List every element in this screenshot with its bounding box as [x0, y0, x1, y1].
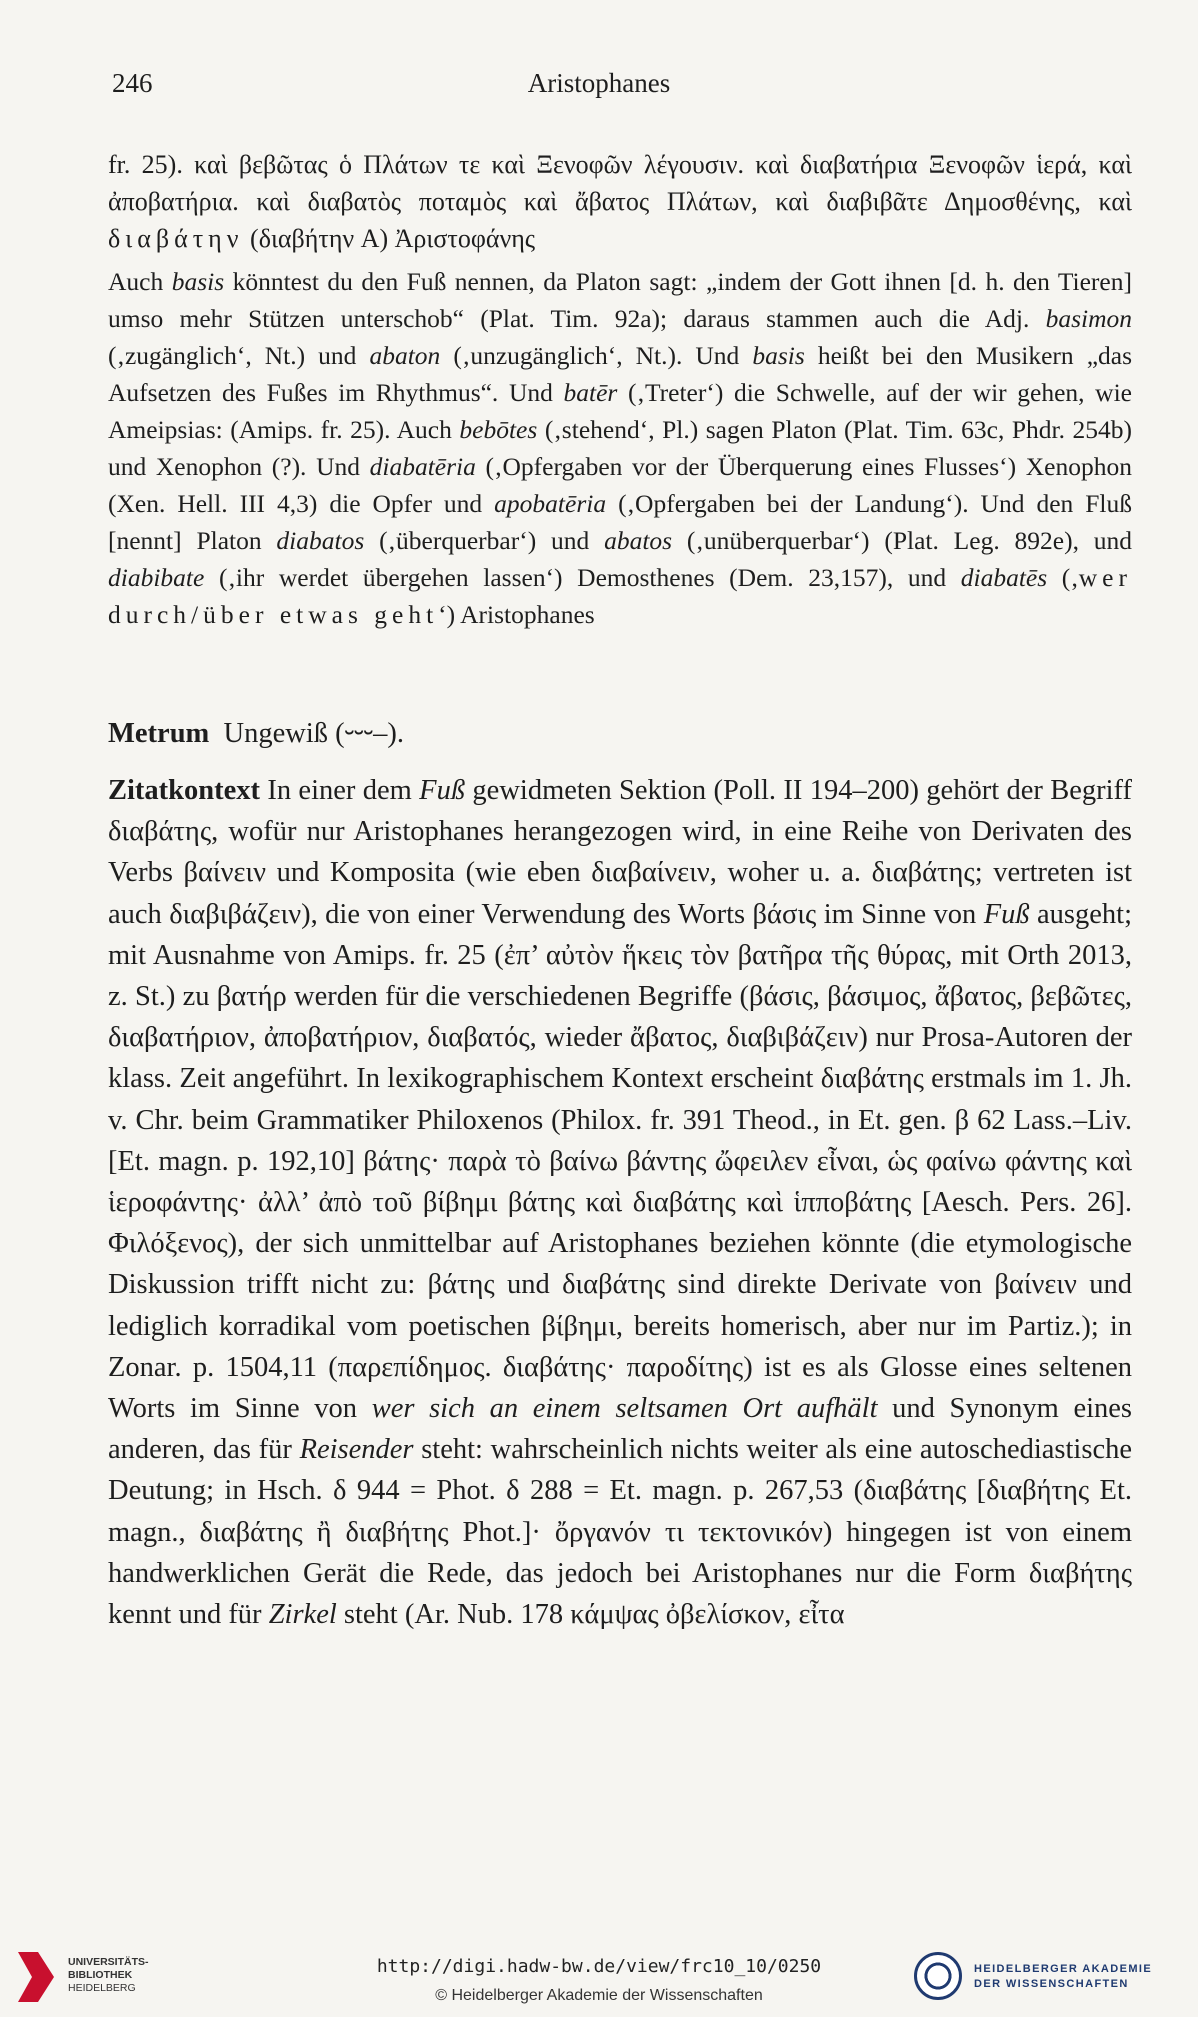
copyright-notice: © Heidelberger Akademie der Wissenschaften	[435, 1987, 763, 2004]
translation-paragraph: Auch basis könntest du den Fuß nennen, da Platon sagt: „indem der Gott ihnen [d. h. den Tieren] umso mehr Stützen unterschob“ (Plat. Tim. 92a); daraus stammen auch die Adj. basimon (‚zugänglich‘, Nt.) und abaton (‚unzugänglich‘, Nt.). Und basis heißt bei den Musikern „das Aufsetzen des Fußes im Rhythmus“. Und batēr (‚Treter‘) die Schwelle, auf der wir gehen, wie Ameipsias: (Amips. fr. 25). Auch bebōtes (‚stehend‘, Pl.) sagen Platon (Plat. Tim. 63c, Phdr. 254b) und Xenophon (?). Und diabatēria (‚Opfergaben vor der Überquerung eines Flusses‘) Xenophon (Xen. Hell. III 4,3) die Opfer und apobatēria (‚Opfergaben bei der Landung‘). Und den Fluß [nennt] Platon diabatos (‚überquerbar‘) und abatos (‚unüberquerbar‘) (Plat. Leg. 892e), und diabibate (‚ihr werdet übergehen lassen‘) Demosthenes (Dem. 23,157), und diabatēs (‚wer durch/über etwas geht‘) Aristophanes	[108, 267, 1133, 629]
running-title: Aristophanes	[527, 68, 671, 98]
permalink-url[interactable]: http://digi.hadw-bw.de/view/frc10_10/0250	[376, 1956, 822, 1977]
greek-spaced-word: διαβάτην	[108, 224, 244, 253]
page-number: 246	[112, 68, 153, 98]
academy-seal-icon	[914, 1952, 962, 2000]
metrum-text: Ungewiß (⏑⏑⏑–).	[223, 718, 404, 749]
greek-quotation: fr. 25). καὶ βεβῶτας ὁ Πλάτων τε καὶ Ξενοφῶν λέγουσιν. καὶ διαβατήρια Ξενοφῶν ἱερά, καὶ ἀποβατήρια. καὶ διαβατὸς ποταμὸς καὶ ἄβατος Πλάτων, καὶ διαβιβᾶτε Δημοσθένης, καὶ διαβάτην (διαβήτην A) Ἀριστοφάνης	[108, 150, 1132, 253]
metrum-label: Metrum	[108, 718, 210, 749]
zitatkontext-section: Zitatkontext In einer dem Fuß gewidmeten Sektion (Poll. II 194–200) gehört der Begriff διαβάτης, wofür nur Aristophanes herangezogen wird, in eine Reihe von Derivaten des Verbs βαίνειν und Komposita (wie eben διαβαίνειν, woher u. a. διαβάτης; vertreten ist auch διαβιβάζειν), die von einer Verwendung des Worts βάσις im Sinne von Fuß ausgeht; mit Ausnahme von Amips. fr. 25 (ἐπ’ αὐτὸν ἥκεις τὸν βατῆρα τῆς θύρας, mit Orth 2013, z. St.) zu βατήρ werden für die verschiedenen Begriffe (βάσις, βάσιμος, ἄβατος, βεβῶτες, διαβατήριον, ἀποβατήριον, διαβατός, wieder ἄβατος, διαβιβάζειν) nur Prosa-Autoren der klass. Zeit angeführt. In lexikographischem Kontext erscheint διαβάτης erstmals im 1. Jh. v. Chr. beim Grammatiker Philoxenos (Philox. fr. 391 Theod., in Et. gen. β 62 Lass.–Liv. [Et. magn. p. 192,10] βάτης· παρὰ τὸ βαίνω βάντης ὤφειλεν εἶναι, ὡς φαίνω φάντης καὶ ἱεροφάντης· ἀλλ’ ἀπὸ τοῦ βίβημι βάτης καὶ διαβάτης καὶ ἱπποβάτης [Aesch. Pers. 26]. Φιλόξενος), der sich unmittelbar auf Aristophanes beziehen könnte (die etymologische Diskussion trifft nicht zu: βάτης und διαβάτης sind direkte Derivate von βαίνειν und lediglich korradikal vom poetischen βίβημι, bereits homerisch, aber nur im Partiz.); in Zonar. p. 1504,11 (παρεπίδημος. διαβάτης· παροδίτης) ist es als Glosse eines seltenen Worts im Sinne von wer sich an einem seltsamen Ort aufhält und Synonym eines anderen, das für Reisender steht: wahrscheinlich nichts weiter als eine autoschediastische Deutung; in Hsch. δ 944 = Phot. δ 288 = Et. magn. p. 267,53 (διαβάτης [διαβήτης Et. magn., διαβάτης ἢ διαβήτης Phot.]· ὄργανόν τι τεκτονικόν) hingegen ist von einem handwerklichen Gerät die Rede, das jedoch bei Aristophanes nur die Form διαβήτης kennt und für Zirkel steht (Ar. Nub. 178 κάμψας ὀβελίσκον, εἶτα	[108, 775, 1132, 1631]
running-header	[112, 68, 1086, 108]
metrum-section	[108, 713, 1132, 754]
zitatkontext-label: Zitatkontext	[108, 775, 260, 806]
page-content	[108, 146, 1132, 1635]
university-library-logo[interactable]: UNIVERSITÄTS- BIBLIOTHEK HEIDELBERG	[14, 1952, 174, 2004]
academy-logo[interactable]: HEIDELBERGER AKADEMIE DER WISSENSCHAFTEN	[914, 1952, 1184, 2004]
translation-spaced-phrase: wer durch/über etwas geht	[108, 563, 1132, 629]
digitization-footer	[0, 1938, 1198, 2017]
